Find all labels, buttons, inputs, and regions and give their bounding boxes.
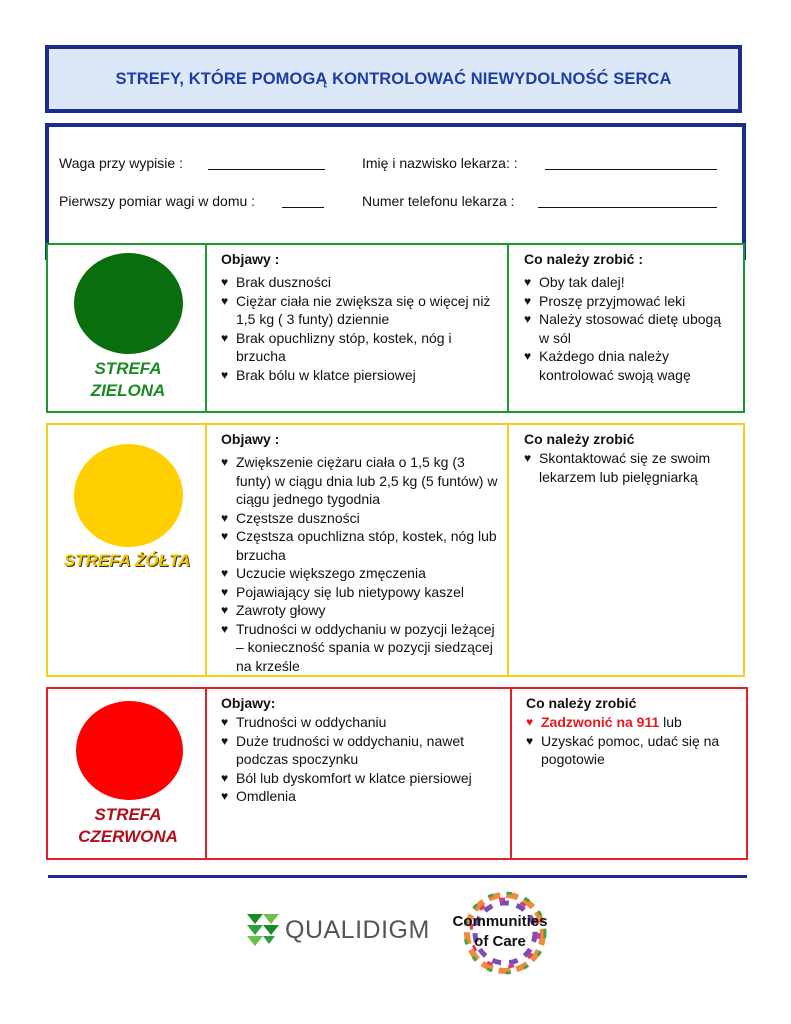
doctor-name-label: Imię i nazwisko lekarza: : — [362, 155, 518, 171]
yellow-symptoms-heading: Objawy : — [221, 431, 280, 447]
column-divider — [205, 245, 207, 411]
list-item: ♥ Zawroty głowy — [221, 602, 326, 618]
heart-bullet-icon: ♥ — [221, 455, 229, 469]
yellow-zone — [46, 423, 745, 677]
patient-info-box — [45, 123, 746, 260]
list-item: ♥ Skontaktować się ze swoim lekarzem lub pielęgniarką — [524, 450, 711, 485]
heart-bullet-icon: ♥ — [221, 275, 229, 289]
first-weight-label: Pierwszy pomiar wagi w domu : — [59, 193, 256, 209]
footer-divider — [48, 875, 747, 878]
heart-bullet-icon: ♥ — [221, 510, 229, 525]
list-item: ♥ Uczucie większego zmęczenia — [221, 565, 426, 581]
column-divider — [507, 425, 509, 675]
list-item: ♥ Zwiększenie ciężaru ciała o 1,5 kg (3 funty) w ciągu dnia lub 2,5 kg (5 funtów) w ciągu jednego tygodnia — [221, 454, 498, 507]
list-item: ♥ Ból lub dyskomfort w klatce piersiowej — [221, 769, 472, 786]
green-symptoms-heading: Objawy : — [221, 251, 280, 267]
doctor-name-field[interactable] — [545, 169, 717, 170]
list-item: ♥ Brak opuchlizny stóp, kostek, nóg i brzucha — [221, 329, 452, 364]
red-symptoms-heading: Objawy: — [221, 695, 276, 711]
heart-bullet-icon: ♥ — [524, 312, 532, 326]
red-light-circle — [76, 701, 183, 800]
heart-bullet-icon: ♥ — [221, 621, 229, 636]
weight-discharge-label: Waga przy wypisie : — [59, 155, 183, 171]
yellow-light-circle — [74, 444, 183, 547]
heart-bullet-icon: ♥ — [221, 733, 229, 748]
green-symptoms-list — [221, 273, 499, 384]
doctor-phone-label: Numer telefonu lekarza : — [362, 193, 515, 209]
green-actions-list — [524, 273, 729, 384]
list-item: ♥ Proszę przyjmować leki — [524, 292, 686, 309]
heart-bullet-icon: ♥ — [221, 367, 229, 382]
list-item: ♥ Oby tak dalej! — [524, 274, 625, 290]
yellow-zone-label: STREFA ŻÓŁTA — [63, 551, 191, 570]
doctor-phone-field[interactable] — [538, 207, 717, 208]
heart-bullet-icon: ♥ — [221, 715, 229, 729]
list-item: ♥ Ciężar ciała nie zwiększa się o więcej niż 1,5 kg ( 3 funty) dziennie — [221, 292, 491, 327]
heart-bullet-icon: ♥ — [524, 451, 532, 465]
qualidigm-logo-icon — [245, 912, 281, 953]
yellow-actions-heading: Co należy zrobić — [524, 431, 635, 447]
heart-bullet-icon: ♥ — [221, 529, 229, 543]
title-banner — [45, 45, 742, 113]
list-item: ♥ Pojawiający się lub nietypowy kaszel — [221, 583, 464, 600]
list-item: ♥ Brak bólu w klatce piersiowej — [221, 366, 416, 383]
list-item: ♥ Omdlenia — [221, 788, 296, 804]
red-zone — [46, 687, 748, 860]
heart-bullet-icon: ♥ — [221, 603, 229, 617]
list-item: ♥ Duże trudności w oddychaniu, nawet podczas spoczynku — [221, 732, 465, 767]
heart-bullet-icon: ♥ — [526, 733, 534, 748]
heart-bullet-icon: ♥ — [524, 349, 532, 363]
list-item: ♥ Każdego dnia należy kontrolować swoją wagę — [524, 348, 691, 383]
list-item: ♥ Trudności w oddychaniu — [221, 714, 387, 730]
green-zone-label: STREFA ZIELONA — [90, 359, 166, 400]
red-zone-label: STREFA CZERWONA — [78, 805, 178, 846]
column-divider — [205, 425, 207, 675]
red-actions-list — [526, 713, 736, 769]
first-weight-field[interactable] — [282, 207, 324, 208]
page-title: STREFY, KTÓRE POMOGĄ KONTROLOWAĆ NIEWYDOLNOŚĆ SERCA — [115, 69, 672, 88]
heart-bullet-icon: ♥ — [524, 275, 532, 289]
heart-bullet-icon: ♥ — [221, 330, 229, 345]
red-symptoms-list — [221, 713, 506, 806]
heart-bullet-icon: ♥ — [221, 789, 229, 803]
list-item: ♥ Brak duszności — [221, 274, 331, 290]
heart-bullet-icon: ♥ — [221, 770, 229, 785]
heart-bullet-icon: ♥ — [221, 566, 229, 580]
green-light-circle — [74, 253, 183, 354]
list-item: ♥ Uzyskać pomoc, udać się na pogotowie — [526, 732, 720, 767]
heart-bullet-icon: ♥ — [526, 715, 534, 729]
green-actions-heading: Co należy zrobić : — [524, 251, 644, 267]
heart-bullet-icon: ♥ — [221, 584, 229, 599]
weight-discharge-field[interactable] — [208, 169, 325, 170]
red-actions-heading: Co należy zrobić — [526, 695, 637, 711]
column-divider — [510, 689, 512, 858]
green-zone — [46, 243, 745, 413]
list-item: ♥ Częstsza opuchlizna stóp, kostek, nóg lub brzucha — [221, 528, 497, 563]
heart-bullet-icon: ♥ — [524, 293, 532, 308]
list-item: ♥ Należy stosować dietę ubogą w sól — [524, 311, 722, 346]
list-item: ♥ Częstsze duszności — [221, 509, 360, 526]
yellow-actions-list — [524, 449, 739, 486]
column-divider — [205, 689, 207, 858]
yellow-symptoms-list — [221, 453, 501, 675]
list-item: ♥ Trudności w oddychaniu w pozycji leżącej – konieczność spania w pozycji siedzącej na krześle — [221, 620, 495, 674]
list-item: ♥ Zadzwonić na 911 lub — [526, 714, 682, 730]
heart-bullet-icon: ♥ — [221, 293, 229, 308]
communities-of-care-logo-text: Communities of Care — [452, 913, 548, 950]
column-divider — [507, 245, 509, 411]
qualidigm-logo-text: QUALIDIGM — [285, 916, 430, 944]
